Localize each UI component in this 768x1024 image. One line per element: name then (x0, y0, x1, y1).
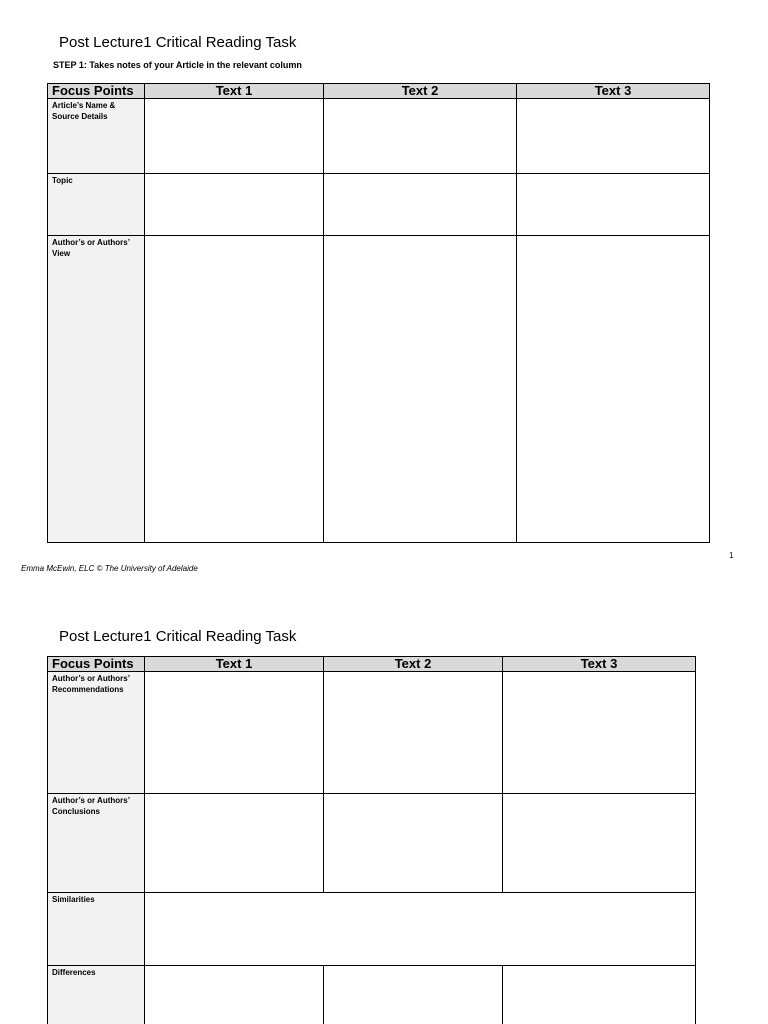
table-header-row (48, 84, 710, 99)
row-label-source-details: Article’s Name & Source Details (48, 99, 145, 174)
text-1-cell[interactable] (145, 794, 324, 893)
table-row (48, 174, 710, 236)
header-text-2: Text 2 (324, 657, 503, 672)
table-row (48, 794, 696, 893)
header-focus-points: Focus Points (48, 84, 145, 99)
text-1-cell[interactable] (145, 966, 324, 1024)
row-label-conclusions: Author’s or Authors’ Conclusions (48, 794, 145, 893)
step-instruction: STEP 1: Takes notes of your Article in the relevant column (53, 60, 302, 70)
text-3-cell[interactable] (517, 174, 710, 236)
text-2-cell[interactable] (324, 794, 503, 893)
table-row (48, 99, 710, 174)
text-2-cell[interactable] (324, 99, 517, 174)
table-row (48, 966, 696, 1024)
text-1-cell[interactable] (145, 99, 324, 174)
text-3-cell[interactable] (503, 672, 696, 794)
text-2-cell[interactable] (324, 966, 503, 1024)
table-row (48, 236, 710, 543)
table-row (48, 893, 696, 966)
row-label-recommendations: Author’s or Authors’ Recommendations (48, 672, 145, 794)
table-header-row (48, 657, 696, 672)
row-label-similarities: Similarities (48, 893, 145, 966)
page-title: Post Lecture1 Critical Reading Task (59, 628, 297, 645)
header-text-1: Text 1 (145, 84, 324, 99)
text-1-cell[interactable] (145, 174, 324, 236)
header-text-1: Text 1 (145, 657, 324, 672)
notes-table-1 (47, 83, 710, 543)
header-text-3: Text 3 (517, 84, 710, 99)
text-3-cell[interactable] (503, 794, 696, 893)
row-label-differences: Differences (48, 966, 145, 1024)
page-number: 1 (729, 551, 734, 560)
row-label-authors-view: Author’s or Authors’ View (48, 236, 145, 543)
text-3-cell[interactable] (517, 99, 710, 174)
text-3-cell[interactable] (503, 966, 696, 1024)
row-label-topic: Topic (48, 174, 145, 236)
header-text-3: Text 3 (503, 657, 696, 672)
notes-table-2 (47, 656, 696, 1024)
header-focus-points: Focus Points (48, 657, 145, 672)
similarities-cell[interactable] (145, 893, 696, 966)
text-2-cell[interactable] (324, 174, 517, 236)
table-row (48, 672, 696, 794)
text-3-cell[interactable] (517, 236, 710, 543)
page-title: Post Lecture1 Critical Reading Task (59, 34, 297, 51)
text-2-cell[interactable] (324, 236, 517, 543)
header-text-2: Text 2 (324, 84, 517, 99)
text-1-cell[interactable] (145, 236, 324, 543)
footer-credit: Emma McEwin, ELC © The University of Adelaide (21, 564, 198, 573)
text-2-cell[interactable] (324, 672, 503, 794)
text-1-cell[interactable] (145, 672, 324, 794)
